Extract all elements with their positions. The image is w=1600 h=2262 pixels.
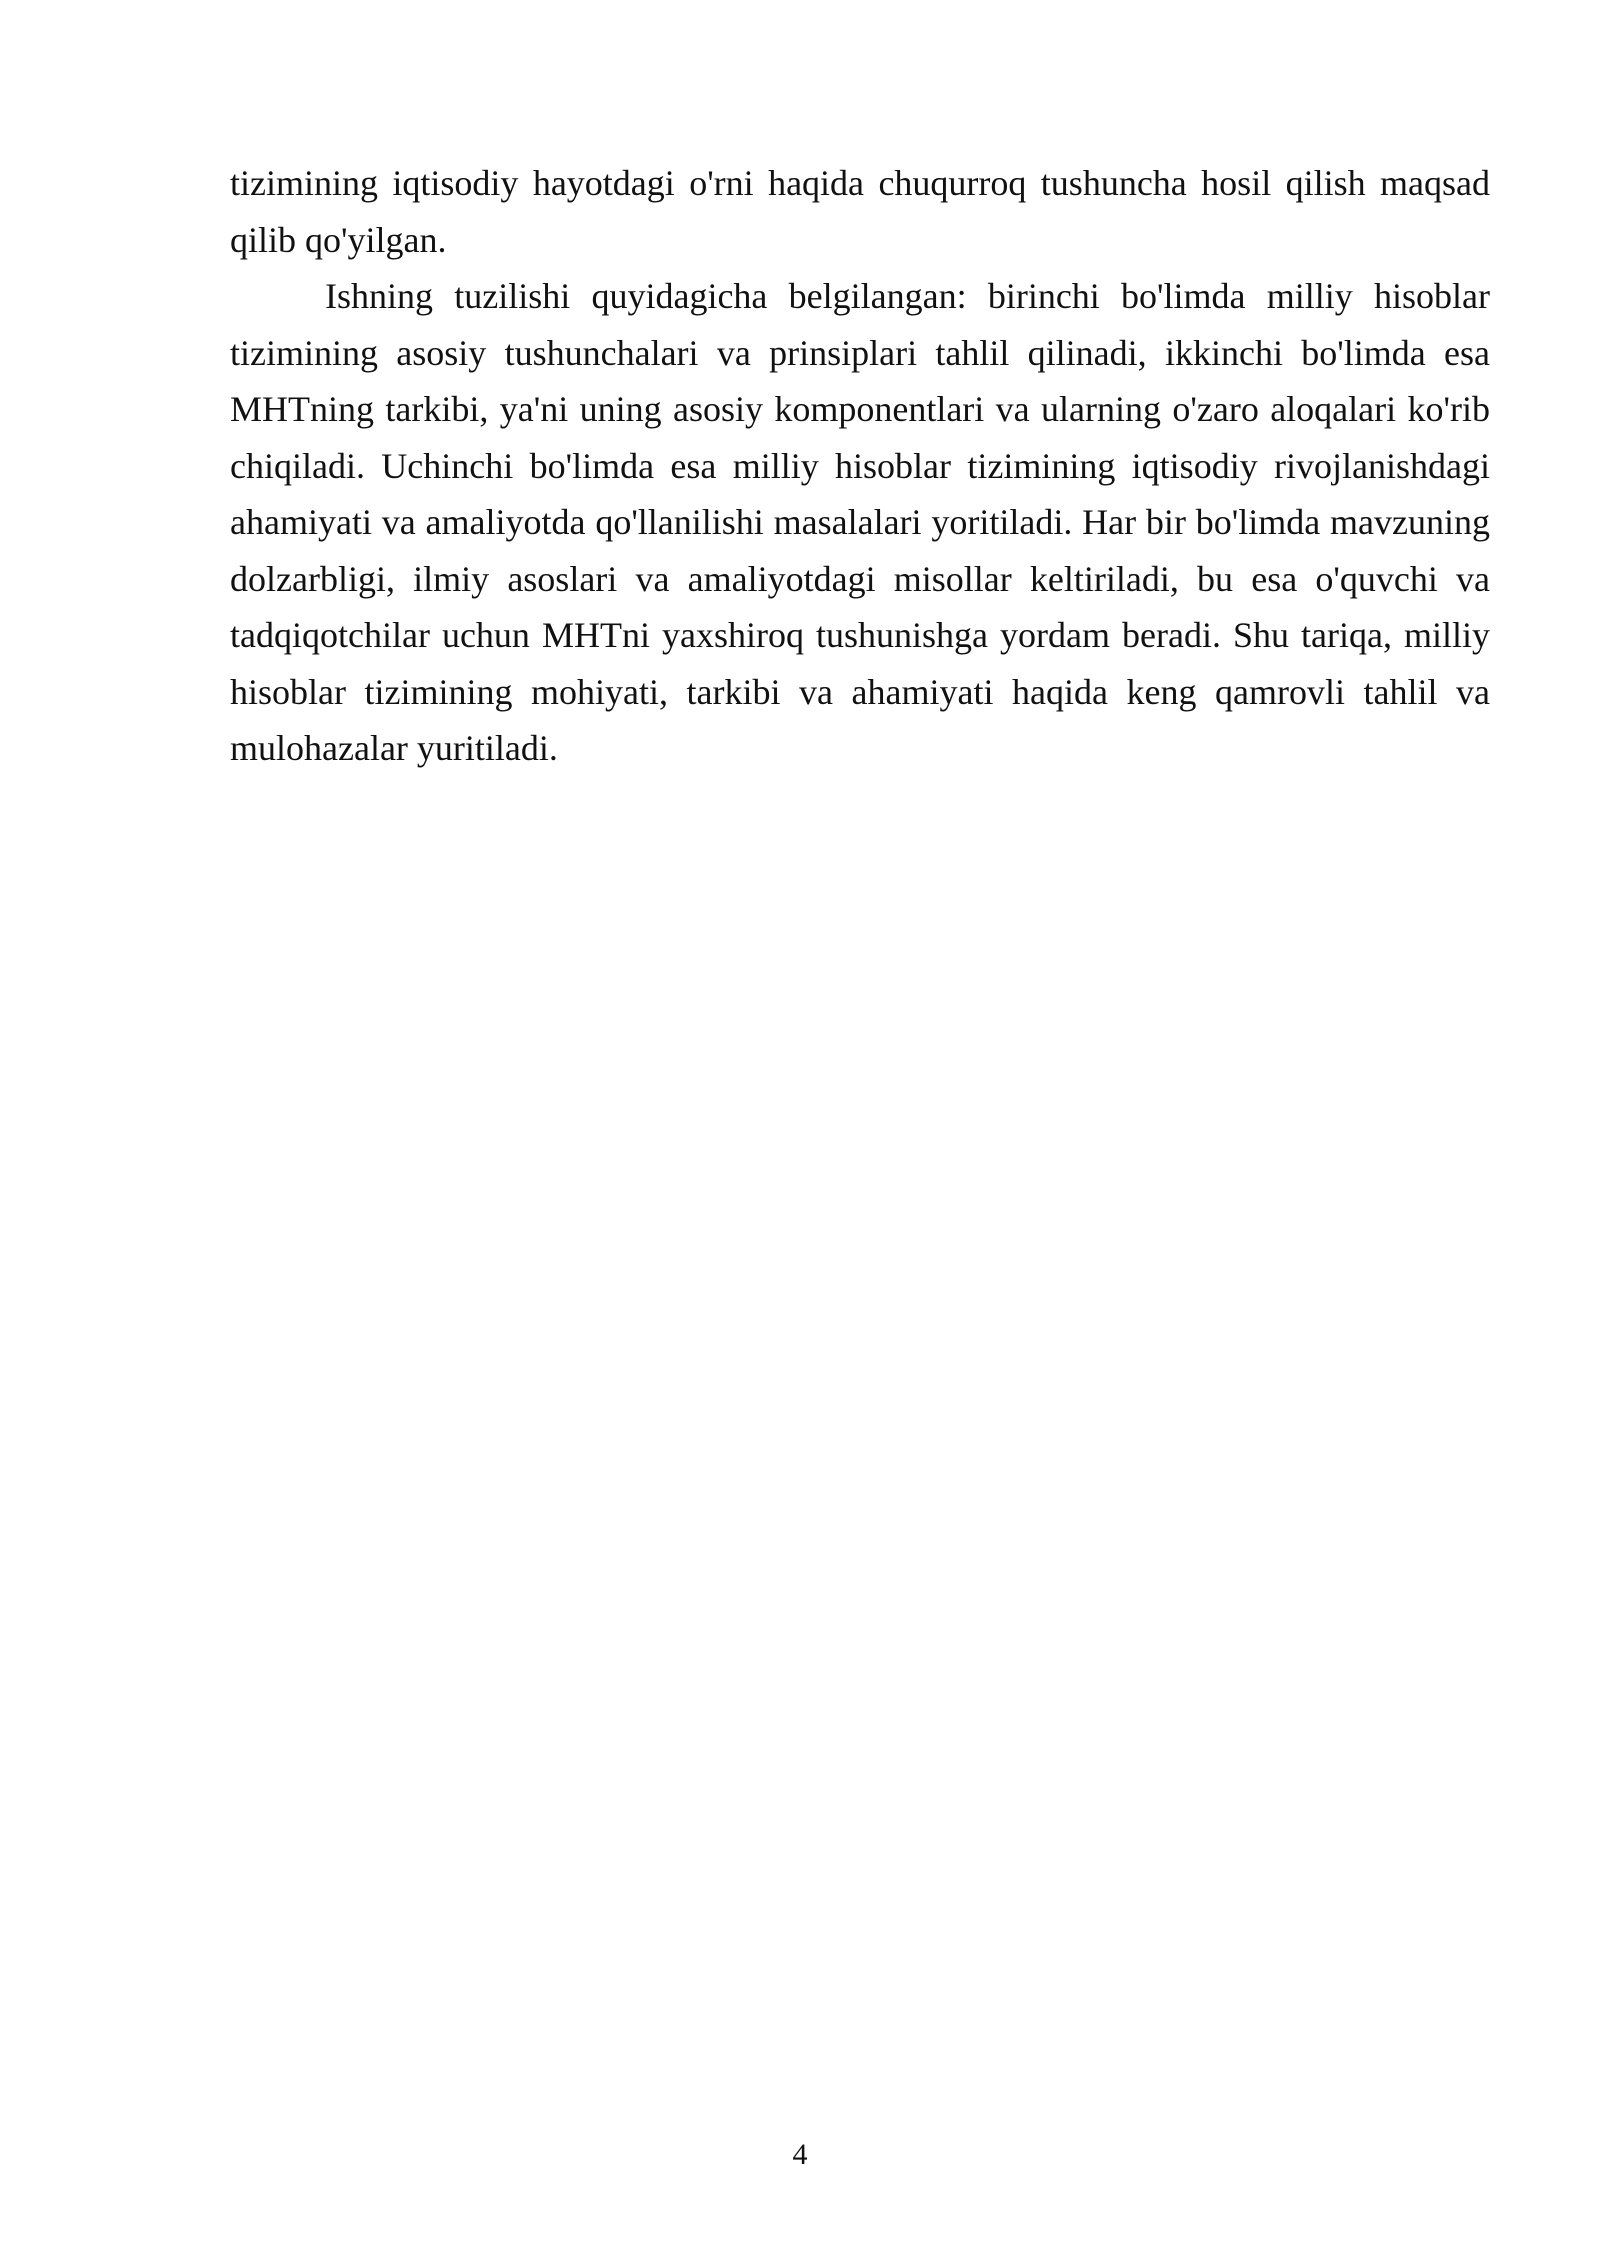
page-number: 4 (792, 2138, 808, 2171)
paragraph-continuation: tizimining iqtisodiy hayotdagi o'rni haqida chuqurroq tushuncha hosil qilish maqsad qilib qo'yilgan. (230, 163, 1490, 260)
body-text (230, 155, 1490, 777)
paragraph-structure: Ishning tuzilishi quyidagicha belgilangan: birinchi bo'limda milliy hisoblar tizimining asosiy tushunchalari va prinsiplari tahlil qilinadi, ikkinchi bo'limda esa MHTning tarkibi, ya'ni uning asosiy komponentlari va ularning o'zaro aloqalari ko'rib chiqiladi. Uchinchi bo'limda esa milliy hisoblar tizimining iqtisodiy rivojlanishdagi ahamiyati va amaliyotda qo'llanilishi masalalari yoritiladi. Har bir bo'limda mavzuning dolzarbligi, ilmiy asoslari va amaliyotdagi misollar keltiriladi, bu esa o'quvchi va tadqiqotchilar uchun MHTni yaxshiroq tushunishga yordam beradi. Shu tariqa, milliy hisoblar tizimining mohiyati, tarkibi va ahamiyati haqida keng qamrovli tahlil va mulohazalar yuritiladi. (230, 276, 1490, 768)
